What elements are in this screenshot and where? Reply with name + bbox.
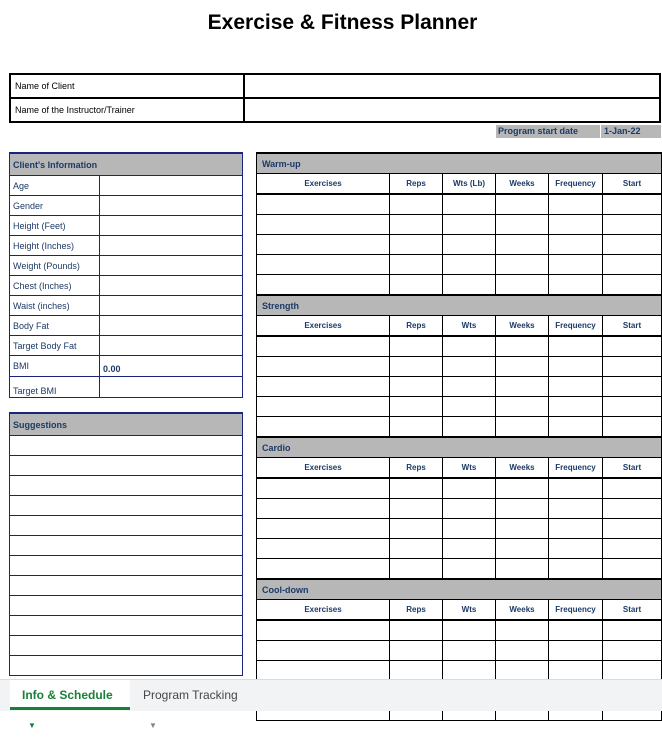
exercise-row bbox=[257, 377, 662, 397]
exercise-cell[interactable] bbox=[390, 559, 443, 580]
suggestion-row bbox=[10, 496, 243, 516]
exercise-row bbox=[257, 519, 662, 539]
exercise-row bbox=[257, 417, 662, 438]
exercise-cell[interactable] bbox=[496, 255, 549, 275]
client-info-row bbox=[10, 236, 243, 256]
column-header: Wts (Lb) bbox=[443, 174, 496, 195]
exercise-cell[interactable] bbox=[603, 194, 662, 215]
exercise-cell[interactable] bbox=[257, 194, 390, 215]
exercise-cell[interactable] bbox=[257, 235, 390, 255]
exercise-cell[interactable] bbox=[603, 620, 662, 641]
client-info-label bbox=[10, 176, 100, 196]
client-info-table bbox=[9, 152, 243, 398]
exercise-cell[interactable] bbox=[257, 661, 390, 681]
suggestion-cell[interactable] bbox=[10, 576, 243, 596]
suggestion-row bbox=[10, 636, 243, 656]
column-header: Reps bbox=[390, 174, 443, 195]
exercise-cell[interactable] bbox=[390, 499, 443, 519]
column-header: Exercises bbox=[257, 458, 390, 479]
exercise-cell[interactable] bbox=[390, 336, 443, 357]
section-header-row bbox=[257, 295, 662, 316]
suggestion-row bbox=[10, 596, 243, 616]
client-info-label bbox=[10, 356, 100, 377]
instructor-row bbox=[10, 98, 660, 122]
exercise-row bbox=[257, 357, 662, 377]
exercise-cell[interactable] bbox=[603, 255, 662, 275]
client-info-label bbox=[10, 216, 100, 236]
column-header-row bbox=[257, 316, 662, 337]
section-title: Strength bbox=[257, 295, 662, 316]
exercise-cell[interactable] bbox=[257, 215, 390, 235]
exercise-cell[interactable] bbox=[257, 620, 390, 641]
client-info-row bbox=[10, 356, 243, 377]
exercise-row bbox=[257, 255, 662, 275]
sheet-tab-label: Program Tracking bbox=[143, 688, 238, 702]
client-info-label bbox=[10, 276, 100, 296]
exercise-cell[interactable] bbox=[443, 478, 496, 499]
client-info-value[interactable] bbox=[100, 316, 243, 336]
column-header: Wts bbox=[443, 316, 496, 337]
client-info-label-text: Chest (Inches) bbox=[13, 280, 72, 291]
section-title: Cardio bbox=[257, 437, 662, 458]
client-table bbox=[9, 73, 661, 123]
client-info-header: Client's Information bbox=[10, 153, 243, 176]
exercise-cell[interactable] bbox=[390, 397, 443, 417]
exercise-cell[interactable] bbox=[496, 275, 549, 296]
client-info-label bbox=[10, 316, 100, 336]
column-header-row bbox=[257, 458, 662, 479]
exercise-cell[interactable] bbox=[549, 499, 603, 519]
suggestion-row bbox=[10, 476, 243, 496]
suggestions-table bbox=[9, 412, 243, 676]
exercise-cell[interactable] bbox=[390, 478, 443, 499]
client-info-row bbox=[10, 196, 243, 216]
suggestion-cell[interactable] bbox=[10, 596, 243, 616]
column-header: Reps bbox=[390, 600, 443, 621]
exercise-cell[interactable] bbox=[257, 275, 390, 296]
exercise-cell[interactable] bbox=[603, 275, 662, 296]
instructor-cell[interactable] bbox=[244, 98, 660, 122]
exercise-cell[interactable] bbox=[549, 215, 603, 235]
client-info-label bbox=[10, 296, 100, 316]
exercise-cell[interactable] bbox=[390, 539, 443, 559]
client-info-value[interactable] bbox=[100, 377, 243, 398]
exercise-row bbox=[257, 559, 662, 580]
exercise-cell[interactable] bbox=[257, 357, 390, 377]
exercise-cell[interactable] bbox=[496, 215, 549, 235]
exercise-cell[interactable] bbox=[257, 255, 390, 275]
suggestion-row bbox=[10, 516, 243, 536]
exercise-cell[interactable] bbox=[257, 499, 390, 519]
exercise-cell[interactable] bbox=[549, 641, 603, 661]
exercise-cell[interactable] bbox=[549, 397, 603, 417]
client-info-label-text: Target Body Fat bbox=[13, 340, 77, 351]
exercise-row bbox=[257, 620, 662, 641]
exercise-cell[interactable] bbox=[443, 255, 496, 275]
exercise-cell[interactable] bbox=[549, 275, 603, 296]
exercise-cell[interactable] bbox=[496, 620, 549, 641]
exercise-cell[interactable] bbox=[549, 255, 603, 275]
exercise-cell[interactable] bbox=[549, 519, 603, 539]
workout-schedule-table bbox=[256, 152, 662, 721]
exercise-cell[interactable] bbox=[603, 235, 662, 255]
exercise-cell[interactable] bbox=[390, 357, 443, 377]
suggestion-cell[interactable] bbox=[10, 656, 243, 676]
suggestion-cell[interactable] bbox=[10, 536, 243, 556]
exercise-cell[interactable] bbox=[443, 397, 496, 417]
exercise-cell[interactable] bbox=[603, 559, 662, 580]
client-info-row bbox=[10, 336, 243, 356]
column-header-row bbox=[257, 174, 662, 195]
client-info-value[interactable] bbox=[100, 356, 243, 377]
exercise-cell[interactable] bbox=[496, 519, 549, 539]
exercise-cell[interactable] bbox=[443, 235, 496, 255]
column-header: Weeks bbox=[496, 600, 549, 621]
sheet-tab-info-schedule[interactable] bbox=[10, 680, 130, 730]
client-info-row bbox=[10, 216, 243, 236]
exercise-cell[interactable] bbox=[496, 478, 549, 499]
exercise-cell[interactable] bbox=[390, 417, 443, 438]
exercise-cell[interactable] bbox=[603, 499, 662, 519]
column-header: Reps bbox=[390, 316, 443, 337]
column-header: Frequency bbox=[549, 458, 603, 479]
column-header: Frequency bbox=[549, 600, 603, 621]
column-header: Start bbox=[603, 458, 662, 479]
exercise-cell[interactable] bbox=[390, 620, 443, 641]
section-header-row bbox=[257, 579, 662, 600]
exercise-cell[interactable] bbox=[549, 377, 603, 397]
column-header: Start bbox=[603, 600, 662, 621]
exercise-cell[interactable] bbox=[603, 478, 662, 499]
exercise-cell[interactable] bbox=[257, 478, 390, 499]
client-info-label-text: Body Fat bbox=[13, 320, 50, 331]
exercise-cell[interactable] bbox=[390, 215, 443, 235]
exercise-row bbox=[257, 397, 662, 417]
client-name-cell[interactable] bbox=[244, 74, 660, 98]
sheet-tab-bar bbox=[0, 679, 662, 730]
exercise-cell[interactable] bbox=[549, 478, 603, 499]
client-info-label-text: Gender bbox=[13, 200, 44, 211]
suggestion-cell[interactable] bbox=[10, 556, 243, 576]
column-header-row bbox=[257, 600, 662, 621]
client-info-label-text: Target BMI bbox=[13, 386, 57, 396]
exercise-cell[interactable] bbox=[257, 641, 390, 661]
exercise-cell[interactable] bbox=[390, 661, 443, 681]
suggestion-row bbox=[10, 456, 243, 476]
exercise-row bbox=[257, 661, 662, 681]
client-info-label bbox=[10, 336, 100, 356]
exercise-cell[interactable] bbox=[257, 539, 390, 559]
client-name-label: Name of Client bbox=[10, 74, 244, 98]
exercise-cell[interactable] bbox=[443, 215, 496, 235]
client-info-label bbox=[10, 377, 100, 398]
sheet-tab-label: Info & Schedule bbox=[22, 688, 113, 702]
suggestion-cell[interactable] bbox=[10, 436, 243, 456]
suggestion-cell[interactable] bbox=[10, 496, 243, 516]
exercise-cell[interactable] bbox=[549, 539, 603, 559]
suggestion-row bbox=[10, 616, 243, 636]
client-info-label bbox=[10, 236, 100, 256]
column-header: Frequency bbox=[549, 316, 603, 337]
exercise-cell[interactable] bbox=[443, 620, 496, 641]
exercise-cell[interactable] bbox=[603, 519, 662, 539]
exercise-cell[interactable] bbox=[443, 275, 496, 296]
client-info-label bbox=[10, 196, 100, 216]
exercise-cell[interactable] bbox=[443, 519, 496, 539]
suggestion-row bbox=[10, 556, 243, 576]
exercise-cell[interactable] bbox=[496, 357, 549, 377]
exercise-cell[interactable] bbox=[496, 377, 549, 397]
exercise-cell[interactable] bbox=[603, 539, 662, 559]
exercise-cell[interactable] bbox=[496, 235, 549, 255]
exercise-cell[interactable] bbox=[390, 519, 443, 539]
client-info-label-text: BMI bbox=[13, 361, 30, 371]
client-info-label-text: Height (Inches) bbox=[13, 240, 75, 251]
column-header: Wts bbox=[443, 600, 496, 621]
exercise-row bbox=[257, 235, 662, 255]
suggestions-header: Suggestions bbox=[10, 413, 243, 436]
exercise-cell[interactable] bbox=[496, 559, 549, 580]
exercise-cell[interactable] bbox=[549, 417, 603, 438]
suggestion-row bbox=[10, 656, 243, 676]
instructor-label: Name of the Instructor/Trainer bbox=[10, 98, 244, 122]
exercise-row bbox=[257, 499, 662, 519]
program-start-label: Program start date bbox=[496, 125, 600, 138]
exercise-cell[interactable] bbox=[549, 559, 603, 580]
column-header: Weeks bbox=[496, 174, 549, 195]
exercise-cell[interactable] bbox=[390, 641, 443, 661]
exercise-cell[interactable] bbox=[549, 661, 603, 681]
exercise-cell[interactable] bbox=[603, 417, 662, 438]
section-header-row bbox=[257, 153, 662, 174]
program-start-value[interactable]: 1-Jan-22 bbox=[601, 125, 661, 138]
caret-down-icon[interactable]: ▼ bbox=[149, 720, 157, 730]
exercise-cell[interactable] bbox=[603, 377, 662, 397]
exercise-cell[interactable] bbox=[390, 235, 443, 255]
column-header: Exercises bbox=[257, 316, 390, 337]
exercise-row bbox=[257, 275, 662, 296]
client-info-label-text: Weight (Pounds) bbox=[13, 260, 80, 271]
exercise-row bbox=[257, 215, 662, 235]
exercise-cell[interactable] bbox=[603, 397, 662, 417]
client-info-label-text: Waist (inches) bbox=[13, 300, 70, 311]
exercise-cell[interactable] bbox=[496, 539, 549, 559]
exercise-cell[interactable] bbox=[603, 215, 662, 235]
exercise-cell[interactable] bbox=[496, 499, 549, 519]
client-info-value[interactable] bbox=[100, 276, 243, 296]
column-header: Weeks bbox=[496, 316, 549, 337]
client-info-row bbox=[10, 276, 243, 296]
exercise-cell[interactable] bbox=[257, 397, 390, 417]
suggestion-cell[interactable] bbox=[10, 476, 243, 496]
suggestion-cell[interactable] bbox=[10, 516, 243, 536]
suggestion-cell[interactable] bbox=[10, 636, 243, 656]
exercise-cell[interactable] bbox=[257, 377, 390, 397]
exercise-cell[interactable] bbox=[443, 336, 496, 357]
suggestion-row bbox=[10, 536, 243, 556]
exercise-cell[interactable] bbox=[443, 661, 496, 681]
client-info-value-text: 0.00 bbox=[103, 364, 121, 374]
sheet-tab-program-tracking[interactable] bbox=[131, 680, 261, 730]
exercise-cell[interactable] bbox=[443, 377, 496, 397]
exercise-cell[interactable] bbox=[257, 336, 390, 357]
exercise-cell[interactable] bbox=[443, 357, 496, 377]
client-info-label-text: Age bbox=[13, 180, 30, 191]
exercise-row bbox=[257, 539, 662, 559]
suggestion-cell[interactable] bbox=[10, 456, 243, 476]
exercise-cell[interactable] bbox=[603, 336, 662, 357]
exercise-cell[interactable] bbox=[390, 194, 443, 215]
exercise-cell[interactable] bbox=[549, 194, 603, 215]
column-header: Frequency bbox=[549, 174, 603, 195]
exercise-row bbox=[257, 641, 662, 661]
suggestion-cell[interactable] bbox=[10, 616, 243, 636]
client-info-value[interactable] bbox=[100, 236, 243, 256]
client-info-value[interactable] bbox=[100, 256, 243, 276]
exercise-cell[interactable] bbox=[443, 194, 496, 215]
column-header: Exercises bbox=[257, 600, 390, 621]
exercise-cell[interactable] bbox=[390, 255, 443, 275]
column-header: Start bbox=[603, 316, 662, 337]
exercise-cell[interactable] bbox=[496, 641, 549, 661]
caret-down-icon[interactable]: ▼ bbox=[28, 720, 36, 730]
client-info-label-text: Height (Feet) bbox=[13, 220, 66, 231]
exercise-cell[interactable] bbox=[496, 661, 549, 681]
column-header: Weeks bbox=[496, 458, 549, 479]
section-header-row bbox=[257, 437, 662, 458]
exercise-cell[interactable] bbox=[549, 357, 603, 377]
client-info-row bbox=[10, 176, 243, 196]
exercise-row bbox=[257, 194, 662, 215]
client-info-value[interactable] bbox=[100, 216, 243, 236]
section-title: Cool-down bbox=[257, 579, 662, 600]
page-title: Exercise & Fitness Planner bbox=[207, 11, 478, 34]
exercise-cell[interactable] bbox=[443, 417, 496, 438]
exercise-cell[interactable] bbox=[443, 641, 496, 661]
exercise-cell[interactable] bbox=[603, 357, 662, 377]
column-header: Start bbox=[603, 174, 662, 195]
column-header: Wts bbox=[443, 458, 496, 479]
client-info-value[interactable] bbox=[100, 196, 243, 216]
client-info-row bbox=[10, 377, 243, 398]
client-info-value[interactable] bbox=[100, 336, 243, 356]
exercise-cell[interactable] bbox=[390, 377, 443, 397]
exercise-cell[interactable] bbox=[496, 194, 549, 215]
exercise-cell[interactable] bbox=[603, 641, 662, 661]
exercise-cell[interactable] bbox=[603, 661, 662, 681]
client-info-value[interactable] bbox=[100, 176, 243, 196]
exercise-cell[interactable] bbox=[443, 499, 496, 519]
client-info-value[interactable] bbox=[100, 296, 243, 316]
exercise-cell[interactable] bbox=[496, 336, 549, 357]
exercise-cell[interactable] bbox=[257, 519, 390, 539]
column-header: Reps bbox=[390, 458, 443, 479]
client-info-row bbox=[10, 256, 243, 276]
exercise-cell[interactable] bbox=[390, 275, 443, 296]
exercise-cell[interactable] bbox=[549, 336, 603, 357]
exercise-row bbox=[257, 336, 662, 357]
section-title: Warm-up bbox=[257, 153, 662, 174]
exercise-cell[interactable] bbox=[443, 539, 496, 559]
exercise-cell[interactable] bbox=[257, 417, 390, 438]
suggestion-row bbox=[10, 436, 243, 456]
exercise-row bbox=[257, 478, 662, 499]
exercise-cell[interactable] bbox=[496, 397, 549, 417]
suggestion-row bbox=[10, 576, 243, 596]
exercise-cell[interactable] bbox=[496, 417, 549, 438]
client-name-row bbox=[10, 74, 660, 98]
exercise-cell[interactable] bbox=[549, 235, 603, 255]
exercise-cell[interactable] bbox=[549, 620, 603, 641]
exercise-cell[interactable] bbox=[443, 559, 496, 580]
client-info-row bbox=[10, 316, 243, 336]
exercise-cell[interactable] bbox=[257, 559, 390, 580]
client-info-label bbox=[10, 256, 100, 276]
column-header: Exercises bbox=[257, 174, 390, 195]
client-info-row bbox=[10, 296, 243, 316]
